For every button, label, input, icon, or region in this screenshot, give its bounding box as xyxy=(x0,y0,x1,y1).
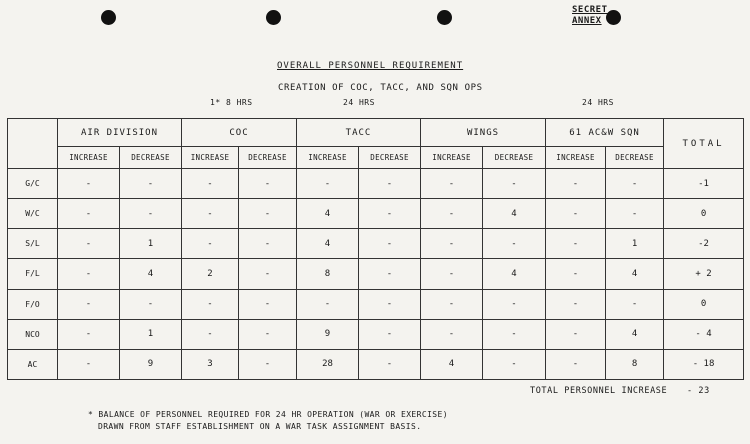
value-cell: - xyxy=(546,259,606,289)
value-cell: - xyxy=(359,199,421,229)
value-cell: - xyxy=(120,199,182,229)
group-header: 61 AC&W SQN xyxy=(546,119,664,147)
rank-cell: W/C xyxy=(8,199,58,229)
value-cell: - xyxy=(546,349,606,379)
total-cell: - 4 xyxy=(664,319,744,349)
value-cell: - xyxy=(606,199,664,229)
total-cell: + 2 xyxy=(664,259,744,289)
total-cell: -2 xyxy=(664,229,744,259)
value-cell: - xyxy=(546,289,606,319)
value-cell: - xyxy=(359,289,421,319)
table-row xyxy=(8,289,744,319)
table-body xyxy=(8,169,744,380)
value-cell: - xyxy=(483,169,546,199)
value-cell: - xyxy=(239,259,297,289)
punch-hole xyxy=(101,10,116,25)
increase-header: INCREASE xyxy=(182,147,239,169)
value-cell: - xyxy=(421,199,483,229)
value-cell: 1 xyxy=(606,229,664,259)
value-cell: - xyxy=(359,169,421,199)
value-cell: 4 xyxy=(120,259,182,289)
value-cell: - xyxy=(483,289,546,319)
table-row xyxy=(8,229,744,259)
value-cell: - xyxy=(483,349,546,379)
value-cell: - xyxy=(297,169,359,199)
decrease-header: DECREASE xyxy=(483,147,546,169)
table-row xyxy=(8,199,744,229)
value-cell: 28 xyxy=(297,349,359,379)
value-cell: 2 xyxy=(182,259,239,289)
value-cell: - xyxy=(58,349,120,379)
document-title: OVERALL PERSONNEL REQUIREMENT xyxy=(277,61,464,71)
value-cell: - xyxy=(58,199,120,229)
value-cell: 3 xyxy=(182,349,239,379)
value-cell: 4 xyxy=(606,319,664,349)
value-cell: - xyxy=(421,229,483,259)
increase-header: INCREASE xyxy=(546,147,606,169)
value-cell: - xyxy=(182,289,239,319)
value-cell: - xyxy=(239,319,297,349)
rank-header xyxy=(8,119,58,169)
value-cell: - xyxy=(58,259,120,289)
rank-cell: F/O xyxy=(8,289,58,319)
group-header: COC xyxy=(182,119,297,147)
value-cell: 4 xyxy=(297,199,359,229)
total-cell: 0 xyxy=(664,289,744,319)
value-cell: - xyxy=(359,229,421,259)
value-cell: - xyxy=(239,199,297,229)
value-cell: 1 xyxy=(120,319,182,349)
footnote-line: * BALANCE OF PERSONNEL REQUIRED FOR 24 HR OPERATION (WAR OR EXERCISE) xyxy=(88,410,448,419)
value-cell: 8 xyxy=(606,349,664,379)
total-cell: - 18 xyxy=(664,349,744,379)
total-cell: -1 xyxy=(664,169,744,199)
value-cell: - xyxy=(239,349,297,379)
value-cell: - xyxy=(182,169,239,199)
value-cell: 4 xyxy=(483,259,546,289)
footnote-line: DRAWN FROM STAFF ESTABLISHMENT ON A WAR TASK ASSIGNMENT BASIS. xyxy=(98,422,422,431)
value-cell: - xyxy=(58,289,120,319)
value-cell: 1 xyxy=(120,229,182,259)
value-cell: - xyxy=(606,289,664,319)
value-cell: - xyxy=(58,169,120,199)
total-personnel-increase xyxy=(530,386,710,396)
value-cell: 4 xyxy=(606,259,664,289)
classification-stamp xyxy=(572,5,608,27)
increase-header: INCREASE xyxy=(58,147,120,169)
value-cell: - xyxy=(421,319,483,349)
document-subtitle: CREATION OF COC, TACC, AND SQN OPS xyxy=(278,83,483,93)
decrease-header: DECREASE xyxy=(239,147,297,169)
rank-cell: G/C xyxy=(8,169,58,199)
value-cell: 9 xyxy=(297,319,359,349)
value-cell: - xyxy=(120,169,182,199)
value-cell: - xyxy=(182,229,239,259)
duration-air-division: 1* 8 HRS xyxy=(210,98,253,107)
decrease-header: DECREASE xyxy=(606,147,664,169)
value-cell: - xyxy=(182,199,239,229)
value-cell: - xyxy=(421,289,483,319)
personnel-table xyxy=(7,118,744,380)
value-cell: 4 xyxy=(483,199,546,229)
punch-hole xyxy=(437,10,452,25)
rank-cell: F/L xyxy=(8,259,58,289)
value-cell: - xyxy=(421,259,483,289)
punch-hole xyxy=(606,10,621,25)
increase-header: INCREASE xyxy=(297,147,359,169)
total-header: TOTAL xyxy=(664,119,744,169)
value-cell: 9 xyxy=(120,349,182,379)
value-cell: - xyxy=(239,169,297,199)
value-cell: - xyxy=(483,319,546,349)
value-cell: - xyxy=(546,229,606,259)
table-row xyxy=(8,169,744,199)
value-cell: - xyxy=(546,169,606,199)
value-cell: - xyxy=(239,229,297,259)
value-cell: - xyxy=(182,319,239,349)
total-increase-value: - 23 xyxy=(686,386,710,396)
value-cell: - xyxy=(483,229,546,259)
annex-label: ANNEX xyxy=(572,16,602,26)
table-row xyxy=(8,319,744,349)
classification-label: SECRET xyxy=(572,5,608,15)
rank-cell: AC xyxy=(8,349,58,379)
value-cell: - xyxy=(359,319,421,349)
value-cell: - xyxy=(58,319,120,349)
decrease-header: DECREASE xyxy=(120,147,182,169)
punch-hole xyxy=(266,10,281,25)
group-header: AIR DIVISION xyxy=(58,119,182,147)
increase-header: INCREASE xyxy=(421,147,483,169)
value-cell: - xyxy=(239,289,297,319)
value-cell: - xyxy=(297,289,359,319)
duration-tacc: 24 HRS xyxy=(343,98,375,107)
table-row xyxy=(8,349,744,379)
table-row xyxy=(8,259,744,289)
value-cell: - xyxy=(359,259,421,289)
value-cell: 8 xyxy=(297,259,359,289)
value-cell: 4 xyxy=(297,229,359,259)
value-cell: - xyxy=(421,169,483,199)
value-cell: - xyxy=(546,319,606,349)
duration-sqn: 24 HRS xyxy=(582,98,614,107)
value-cell: - xyxy=(546,199,606,229)
footnote xyxy=(88,409,448,433)
value-cell: - xyxy=(606,169,664,199)
rank-cell: S/L xyxy=(8,229,58,259)
decrease-header: DECREASE xyxy=(359,147,421,169)
total-increase-label: TOTAL PERSONNEL INCREASE xyxy=(530,386,668,396)
value-cell: - xyxy=(120,289,182,319)
value-cell: 4 xyxy=(421,349,483,379)
total-cell: 0 xyxy=(664,199,744,229)
group-header: WINGS xyxy=(421,119,546,147)
group-header: TACC xyxy=(297,119,421,147)
value-cell: - xyxy=(58,229,120,259)
value-cell: - xyxy=(359,349,421,379)
rank-cell: NCO xyxy=(8,319,58,349)
